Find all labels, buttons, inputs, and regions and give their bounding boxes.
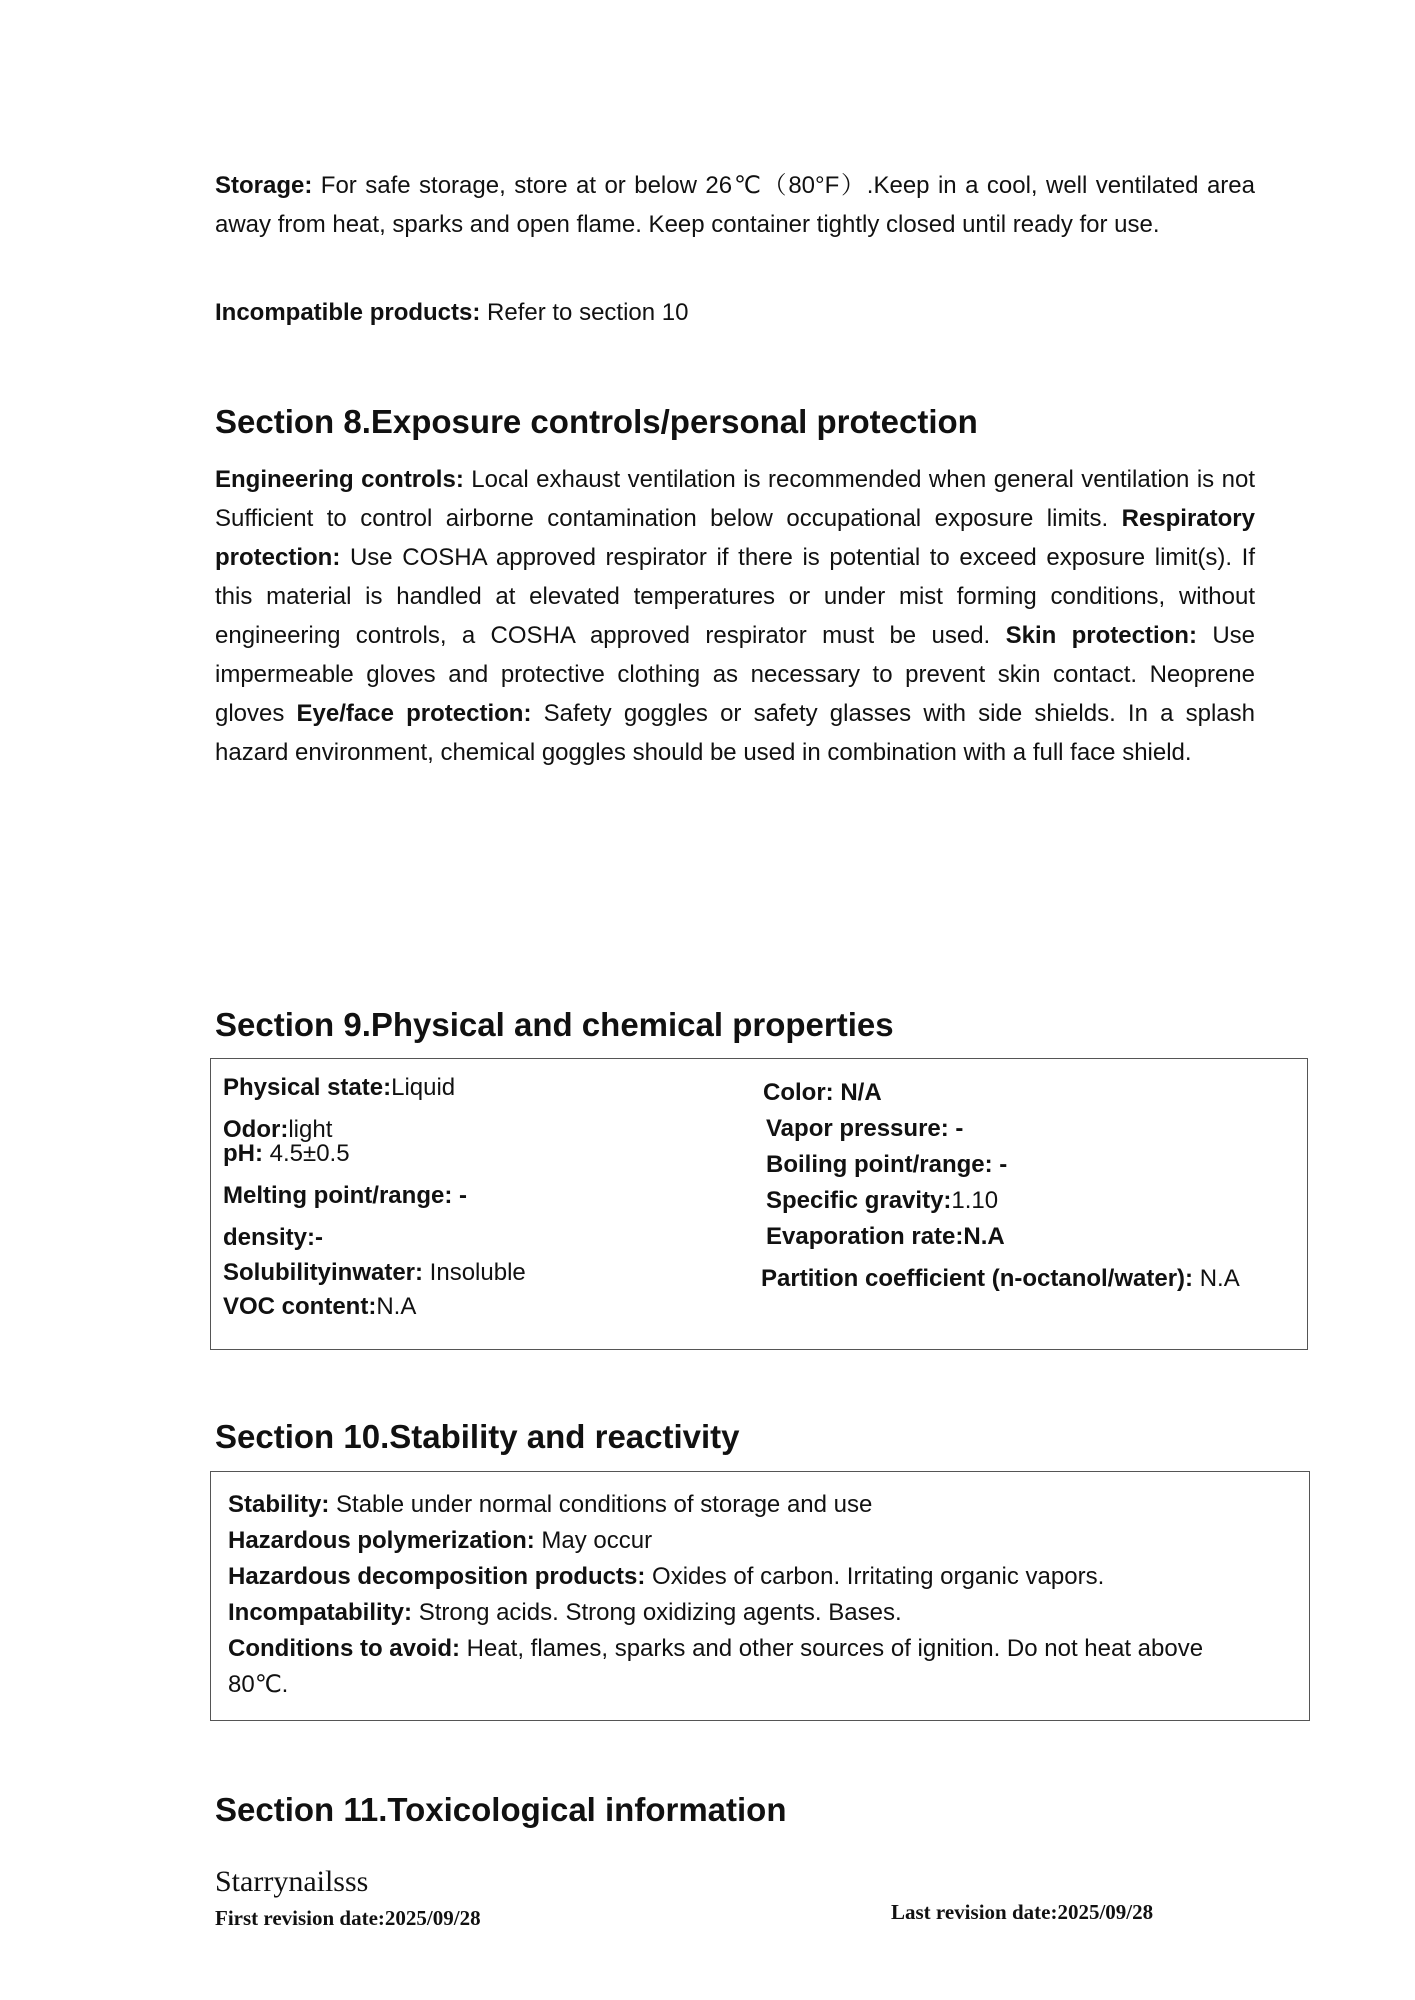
evaporation-rate: Evaporation rate:N.A [766, 1223, 1005, 1250]
boiling-point: Boiling point/range: - [766, 1151, 1008, 1178]
storage-paragraph [215, 166, 1255, 244]
melting-point: Melting point/range: - [223, 1182, 467, 1209]
voc-content-label: VOC content: [223, 1293, 377, 1320]
decomposition-text: Oxides of carbon. Irritating organic vapors. [645, 1563, 1105, 1590]
section-8-title: Section 8.Exposure controls/personal protection [215, 403, 978, 440]
incompatible-products-line [215, 298, 688, 328]
conditions-line-2: 80℃. [228, 1671, 289, 1698]
voc-content [223, 1292, 416, 1322]
respiratory-protection-label: Respiratory protection: [215, 505, 1255, 571]
partition-coefficient [761, 1264, 1240, 1294]
ph-label: pH: [223, 1140, 263, 1167]
decomposition-line [228, 1562, 1104, 1592]
specific-gravity-label: Specific gravity: [766, 1187, 952, 1214]
skin-protection-label: Skin protection: [1005, 622, 1197, 649]
physical-state [223, 1073, 455, 1103]
stability-label: Stability: [228, 1491, 330, 1518]
solubility-value: Insoluble [423, 1259, 526, 1286]
engineering-controls-label: Engineering controls: [215, 466, 464, 493]
respiratory-protection-text: Use COSHA approved respirator if there is potential to exceed exposure limit(s). If this material is handled at elevated temperatures or under mist forming conditions, without engineering controls, a COSHA approved respirator must be used. [215, 544, 1255, 649]
last-revision-date: Last revision date:2025/09/28 [891, 1900, 1154, 1924]
first-revision-date: First revision date:2025/09/28 [215, 1906, 481, 1930]
section-9-title: Section 9.Physical and chemical properties [215, 1006, 894, 1043]
specific-gravity [766, 1186, 998, 1216]
decomposition-label: Hazardous decomposition products: [228, 1563, 646, 1590]
vapor-pressure: Vapor pressure: - [766, 1115, 964, 1142]
stability-line [228, 1490, 872, 1520]
conditions-line [228, 1634, 1203, 1664]
eye-face-protection-text: Safety goggles or safety glasses with side shields. In a splash hazard environment, chemical goggles should be used in combination with a full face shield. [215, 700, 1255, 766]
section-11-title: Section 11.Toxicological information [215, 1791, 787, 1828]
stability-text: Stable under normal conditions of storage and use [329, 1491, 873, 1518]
section-10-title: Section 10.Stability and reactivity [215, 1418, 740, 1455]
incompatability-text: Strong acids. Strong oxidizing agents. Bases. [412, 1599, 902, 1626]
engineering-controls-text: Local exhaust ventilation is recommended when general ventilation is not Sufficient to control airborne contamination below occupational exposure limits. [215, 466, 1255, 532]
ph [223, 1139, 350, 1169]
density: density:- [223, 1224, 324, 1251]
footer-brand: Starrynailsss [215, 1865, 369, 1898]
polymerization-label: Hazardous polymerization: [228, 1527, 535, 1554]
polymerization-line [228, 1526, 652, 1556]
physical-state-label: Physical state: [223, 1074, 392, 1101]
ph-value: 4.5±0.5 [262, 1140, 350, 1167]
voc-content-value: N.A [376, 1293, 417, 1320]
incompatability-line [228, 1598, 902, 1628]
polymerization-text: May occur [534, 1527, 653, 1554]
storage-label: Storage: [215, 172, 313, 199]
section-8-paragraph [215, 460, 1255, 772]
physical-state-value: Liquid [391, 1074, 456, 1101]
partition-coefficient-label: Partition coefficient (n-octanol/water): [761, 1265, 1194, 1292]
solubility [223, 1258, 526, 1288]
odor-value: light [288, 1116, 333, 1143]
partition-coefficient-value: N.A [1193, 1265, 1240, 1292]
odor-label: Odor: [223, 1116, 289, 1143]
conditions-label: Conditions to avoid: [228, 1635, 460, 1662]
incompatible-products-text: Refer to section 10 [480, 299, 689, 326]
incompatible-products-label: Incompatible products: [215, 299, 481, 326]
skin-protection-text: Use impermeable gloves and protective clothing as necessary to prevent skin contact. Neoprene gloves [215, 622, 1256, 727]
incompatability-label: Incompatability: [228, 1599, 413, 1626]
conditions-text: Heat, flames, sparks and other sources of ignition. Do not heat above [459, 1635, 1204, 1662]
storage-text: For safe storage, store at or below 26℃（80°F）.Keep in a cool, well ventilated area away from heat, sparks and open flame. Keep container tightly closed until ready for use. [215, 172, 1255, 238]
specific-gravity-value: 1.10 [951, 1187, 999, 1214]
eye-face-protection-label: Eye/face protection: [296, 700, 532, 727]
color: Color: N/A [763, 1079, 882, 1106]
solubility-label: Solubilityinwater: [223, 1259, 424, 1286]
